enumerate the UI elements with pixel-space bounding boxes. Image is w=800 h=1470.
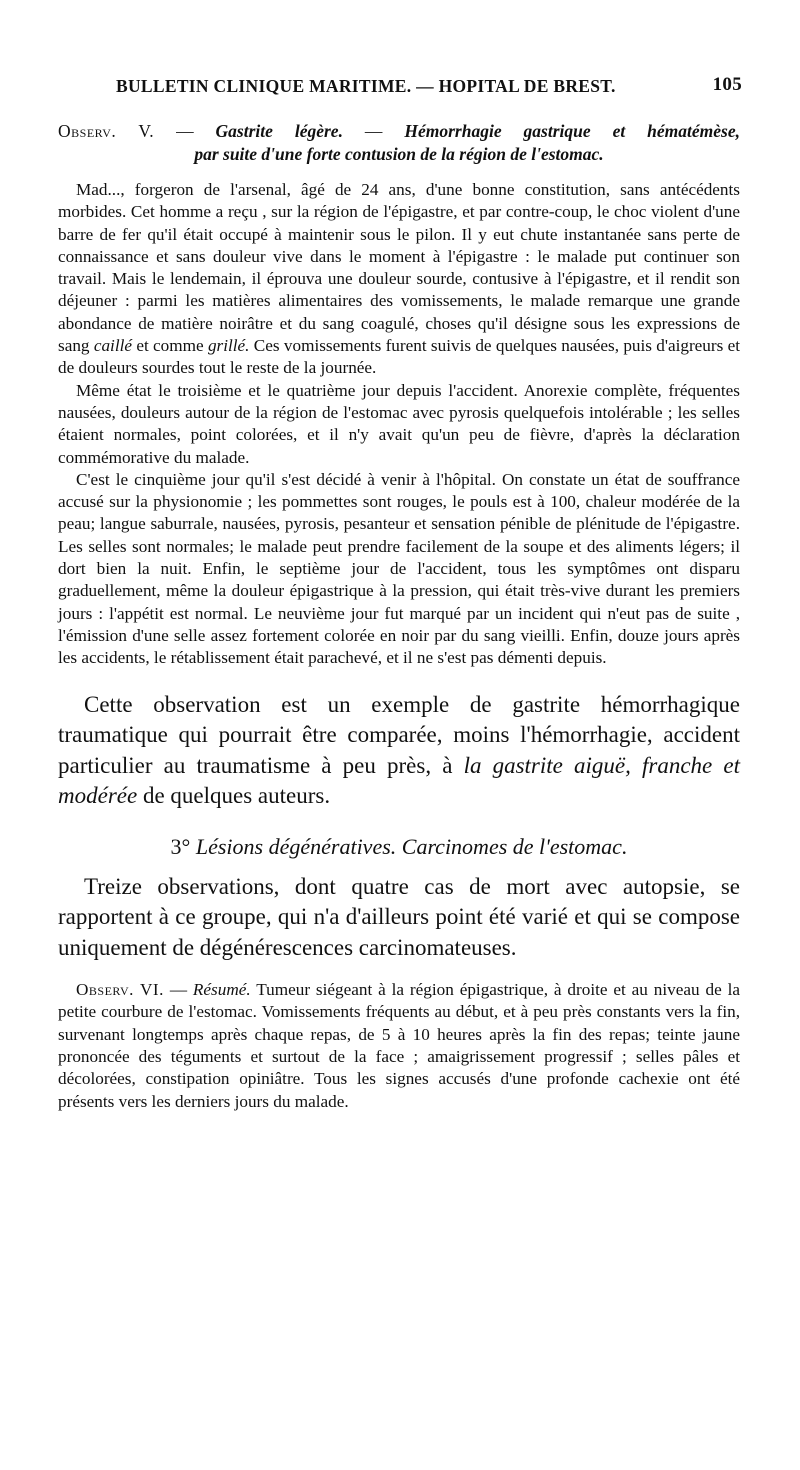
document-page [58,74,740,1113]
observation-5-p1-italic-grille: grillé. [207,336,250,356]
section-3-heading [58,834,740,860]
commentary-text-a: Cette observation est un exemple de gastrite hémorrhagique traumatique qui pourrait être comparée, moins l'hémorrhagie, accident particulier au traumatisme à peu près, à [58,691,740,778]
observation-5-p1-text-b: et comme [136,336,204,356]
observation-5-p1-text-a: Mad..., forgeron de l'arsenal, âgé de 24 ans, d'une bonne constitution, sans antécédents morbides. Cet homme a reçu , sur la région de l'épigastre, et par contre-coup, le choc violent d'une barre de fer qu'il était occupé à maintenir sous le pilon. Il y eut chute instantanée sans perte de connaissance et sans douleur vive dans le moment à l'épigastre : le malade put continuer son travail. Mais le lendemain, il éprouva une douleur sourde, contusive à l'épigastre, et il rendit son déjeuner : parmi les matières alimentaires des vomissements, le malade remarque une grande abondance de matière noirâtre et du sang coagulé, choses qu'il désigne sous les expressions de sang [58,180,740,356]
observation-5-title-hemorrhagie: Hémorrhagie gastrique et hématémèse, [404,121,740,141]
observation-6-text: Tumeur siégeant à la région épigastrique, à droite et au niveau de la petite courbure de l'estomac. Vomissements fréquents au début, et à peu près constants vers la fin, survenant longtemps après chaque repas, de 5 à 10 heures après la fin des repas; teinte jaune prononcée des téguments et surtout de la face ; amaigrissement progressif ; selles pâles et décolorées, constipation opiniâtre. Tous les signes accusés d'une profonde cachexie ont été présents vers les derniers jours du malade. [58,980,740,1111]
observation-6-paragraph [58,979,740,1113]
observation-5-p1-text-c: Ces vomissements furent suivis de quelques nausées, puis d'aigreurs et de douleurs sourdes tout le reste de la journée. [58,336,741,378]
running-title: BULLETIN CLINIQUE MARITIME. — HOPITAL DE BREST. [116,76,616,96]
observation-5-heading [58,120,740,166]
observation-5-p1-italic-caille: caillé [93,336,133,356]
page-number: 105 [712,74,742,95]
section-3-number: 3° [170,833,191,859]
section-3-title: Lésions dégénératives. Carcinomes de l'estomac. [195,833,628,859]
running-header [58,74,740,102]
observation-5-title-gastrite: Gastrite légère. [215,121,343,141]
observation-5-heading-line1: Observ. V. — Gastrite légère. — Hémorrhagie gastrique et hématémèse, [58,121,740,141]
observation-5-paragraph-1 [58,179,740,380]
observation-5-label: Observ. V. [58,121,155,141]
observation-5-dash: — [154,121,216,141]
commentary-paragraph [58,690,740,812]
commentary-text-b: de quelques auteurs. [142,783,331,809]
section-3-intro: Treize observations, dont quatre cas de mort avec autopsie, se rapportent à ce groupe, qui n'a d'ailleurs point été varié et qui se compose uniquement de dégénérescences carcinomateuses. [58,873,740,960]
commentary-italic: la gastrite aiguë, franche et modérée [58,752,740,809]
observation-5-paragraph-2: Même état le troisième et le quatrième jour depuis l'accident. Anorexie complète, fréquentes nausées, douleurs autour de la région de l'estomac avec pyrosis quelquefois intolérable ; les selles étaient normales, point colorées, et il n'y avait qu'un peu de fièvre, d'après la déclaration commémorative du malade. [58,380,740,467]
observation-6-resume: Résumé. [192,980,251,1000]
observation-5-heading-line2 [58,143,740,166]
observation-5-paragraph-3: C'est le cinquième jour qu'il s'est décidé à venir à l'hôpital. On constate un état de souffrance accusé sur la physionomie ; les pommettes sont rouges, le pouls est à 100, chaleur modérée de la peau; langue saburrale, nausées, pyrosis, pesanteur et sensation pénible de plénitude de l'épigastre. Les selles sont normales; le malade peut prendre facilement de la soupe et des aliments légers; il dort bien la nuit. Enfin, le septième jour de l'accident, tous les symptômes ont disparu graduellement, même la douleur épigastrique à la pression, qui était très-vive durant les premiers jours : l'appétit est normal. Le neuvième jour fut marqué par un incident qui n'eut pas de suite , l'émission d'une selle assez fortement colorée en noir par du sang vieilli. Enfin, douze jours après les accidents, le rétablissement était parachevé, et il ne s'est pas démenti depuis. [58,469,740,668]
observation-5-subtitle: par suite d'une forte contusion de la région de l'estomac. [194,144,604,164]
observation-6-label: Observ. VI. [76,980,164,1000]
observation-6-dash: — [163,980,193,1000]
